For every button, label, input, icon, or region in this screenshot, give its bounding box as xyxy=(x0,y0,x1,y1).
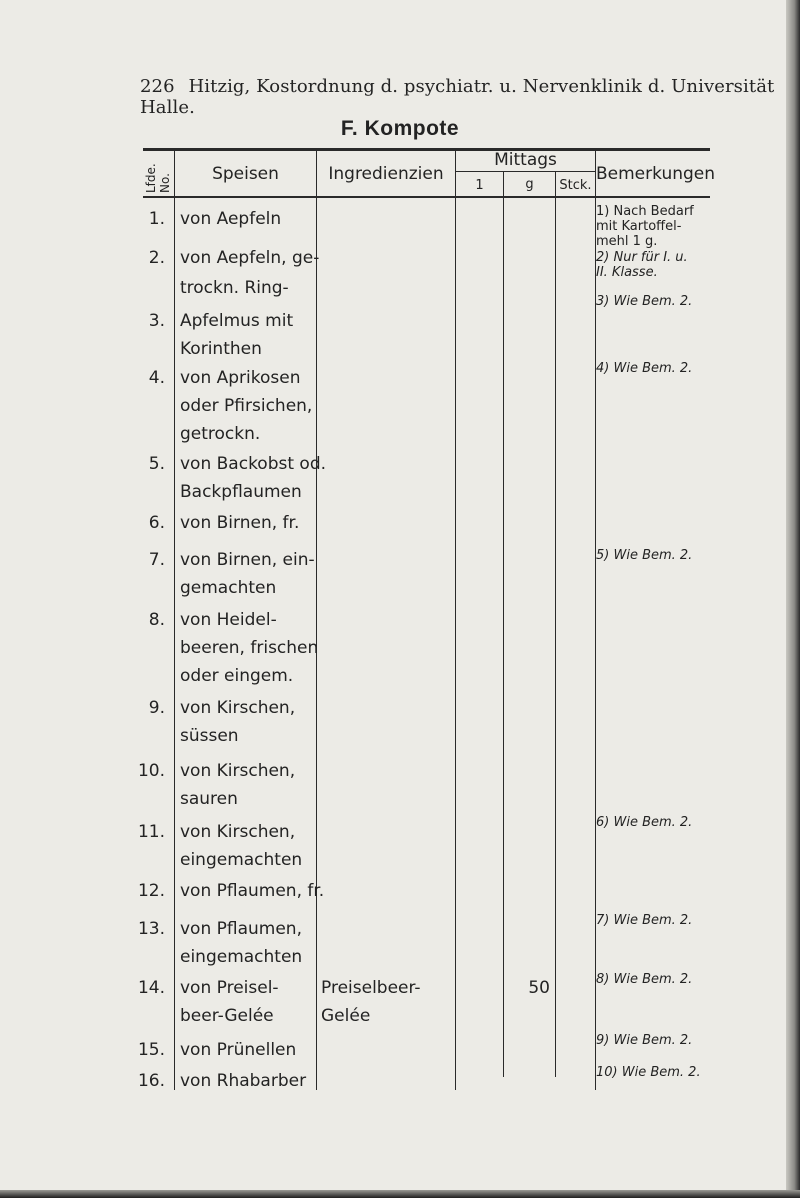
remark-line: 7) Wie Bem. 2. xyxy=(596,913,693,928)
page-number: 226 xyxy=(140,76,175,97)
row-number: 5. xyxy=(148,454,165,474)
row-number: 3. xyxy=(148,311,165,331)
dish-line: von Kirschen, xyxy=(180,761,296,781)
header-mittags-g: g xyxy=(525,177,534,192)
ingredient-line: Preiselbeer- xyxy=(321,978,421,998)
header-mittags-stck: Stck. xyxy=(559,178,592,193)
dish-line: Apfelmus mit xyxy=(180,311,294,331)
remark-line: mehl 1 g. xyxy=(596,234,658,249)
remark-line: 3) Wie Bem. 2. xyxy=(596,294,693,309)
dish-line: von Backobst od. xyxy=(180,454,327,474)
column-divider xyxy=(174,151,175,1090)
dish-line: sauren xyxy=(180,789,238,809)
running-title: Hitzig, Kostordnung d. psychiatr. u. Nervenklinik d. Universität Halle. xyxy=(140,76,775,118)
remark-line: 9) Wie Bem. 2. xyxy=(596,1033,693,1048)
remark-line: 8) Wie Bem. 2. xyxy=(596,972,693,987)
header-no: No. xyxy=(158,173,172,193)
dish-line: von Preisel- xyxy=(180,978,279,998)
column-divider xyxy=(595,151,596,1090)
header-mittags-1: 1 xyxy=(475,178,484,193)
page-bottom-edge xyxy=(0,1190,800,1198)
dish-line: oder Pfirsichen, xyxy=(180,396,313,416)
header-ingredienzien: Ingredienzien xyxy=(328,164,444,184)
dish-line: gemachten xyxy=(180,578,277,598)
dish-line: oder eingem. xyxy=(180,666,294,686)
dish-line: eingemachten xyxy=(180,850,303,870)
row-number: 6. xyxy=(148,513,165,533)
row-number: 11. xyxy=(137,822,165,842)
dish-line: von Rhabarber xyxy=(180,1071,307,1091)
remark-line: 5) Wie Bem. 2. xyxy=(596,548,693,563)
row-number: 7. xyxy=(148,550,165,570)
header-mittags: Mittags xyxy=(494,150,557,170)
table-header-rule xyxy=(143,196,710,198)
remark-line: 2) Nur für I. u. xyxy=(596,250,688,265)
dish-line: süssen xyxy=(180,726,239,746)
row-number: 2. xyxy=(148,248,165,268)
remark-line: mit Kartoffel- xyxy=(596,219,682,234)
dish-line: von Pflaumen, xyxy=(180,919,302,939)
column-divider xyxy=(503,172,504,1077)
row-number: 13. xyxy=(137,919,165,939)
dish-line: von Kirschen, xyxy=(180,822,296,842)
header-bemerkungen: Bemerkungen xyxy=(596,164,716,184)
dish-line: von Birnen, ein- xyxy=(180,550,315,570)
dish-line: eingemachten xyxy=(180,947,303,967)
remark-line: II. Klasse. xyxy=(596,265,658,280)
dish-line: von Aprikosen xyxy=(180,368,301,388)
dish-line: von Aepfeln xyxy=(180,209,282,229)
dish-line: beeren, frischen xyxy=(180,638,319,658)
dish-line: getrockn. xyxy=(180,424,261,444)
column-divider xyxy=(555,172,556,1077)
row-number: 16. xyxy=(137,1071,165,1091)
quantity-g: 50 xyxy=(528,978,550,998)
header-speisen: Speisen xyxy=(212,164,279,184)
dish-line: trockn. Ring- xyxy=(180,278,289,298)
column-divider xyxy=(316,151,317,1090)
dish-line: von Kirschen, xyxy=(180,698,296,718)
ingredient-line: Gelée xyxy=(321,1006,371,1026)
header-lfde-no xyxy=(143,153,173,195)
dish-line: von Heidel- xyxy=(180,610,277,630)
remark-line: 4) Wie Bem. 2. xyxy=(596,361,693,376)
dish-line: von Aepfeln, ge- xyxy=(180,248,320,268)
remark-line: 6) Wie Bem. 2. xyxy=(596,815,693,830)
row-number: 10. xyxy=(137,761,165,781)
dish-line: von Birnen, fr. xyxy=(180,513,300,533)
row-number: 8. xyxy=(148,610,165,630)
row-number: 15. xyxy=(137,1040,165,1060)
section-title: F. Kompote xyxy=(340,117,460,140)
row-number: 1. xyxy=(148,209,165,229)
row-number: 9. xyxy=(148,698,165,718)
dish-line: von Pflaumen, fr. xyxy=(180,881,325,901)
row-number: 14. xyxy=(137,978,165,998)
header-lfde: Lfde. xyxy=(144,163,158,193)
dish-line: Backpflaumen xyxy=(180,482,302,502)
dish-line: Korinthen xyxy=(180,339,262,359)
mittags-subheader-rule xyxy=(455,171,595,172)
row-number: 4. xyxy=(148,368,165,388)
dish-line: von Prünellen xyxy=(180,1040,297,1060)
table-top-rule xyxy=(143,148,710,151)
row-number: 12. xyxy=(137,881,165,901)
page-edge-shadow xyxy=(786,0,800,1198)
remark-line: 10) Wie Bem. 2. xyxy=(596,1065,701,1080)
running-header xyxy=(140,76,800,118)
dish-line: beer-Gelée xyxy=(180,1006,274,1026)
remark-line: 1) Nach Bedarf xyxy=(596,204,694,219)
column-divider xyxy=(455,151,456,1090)
